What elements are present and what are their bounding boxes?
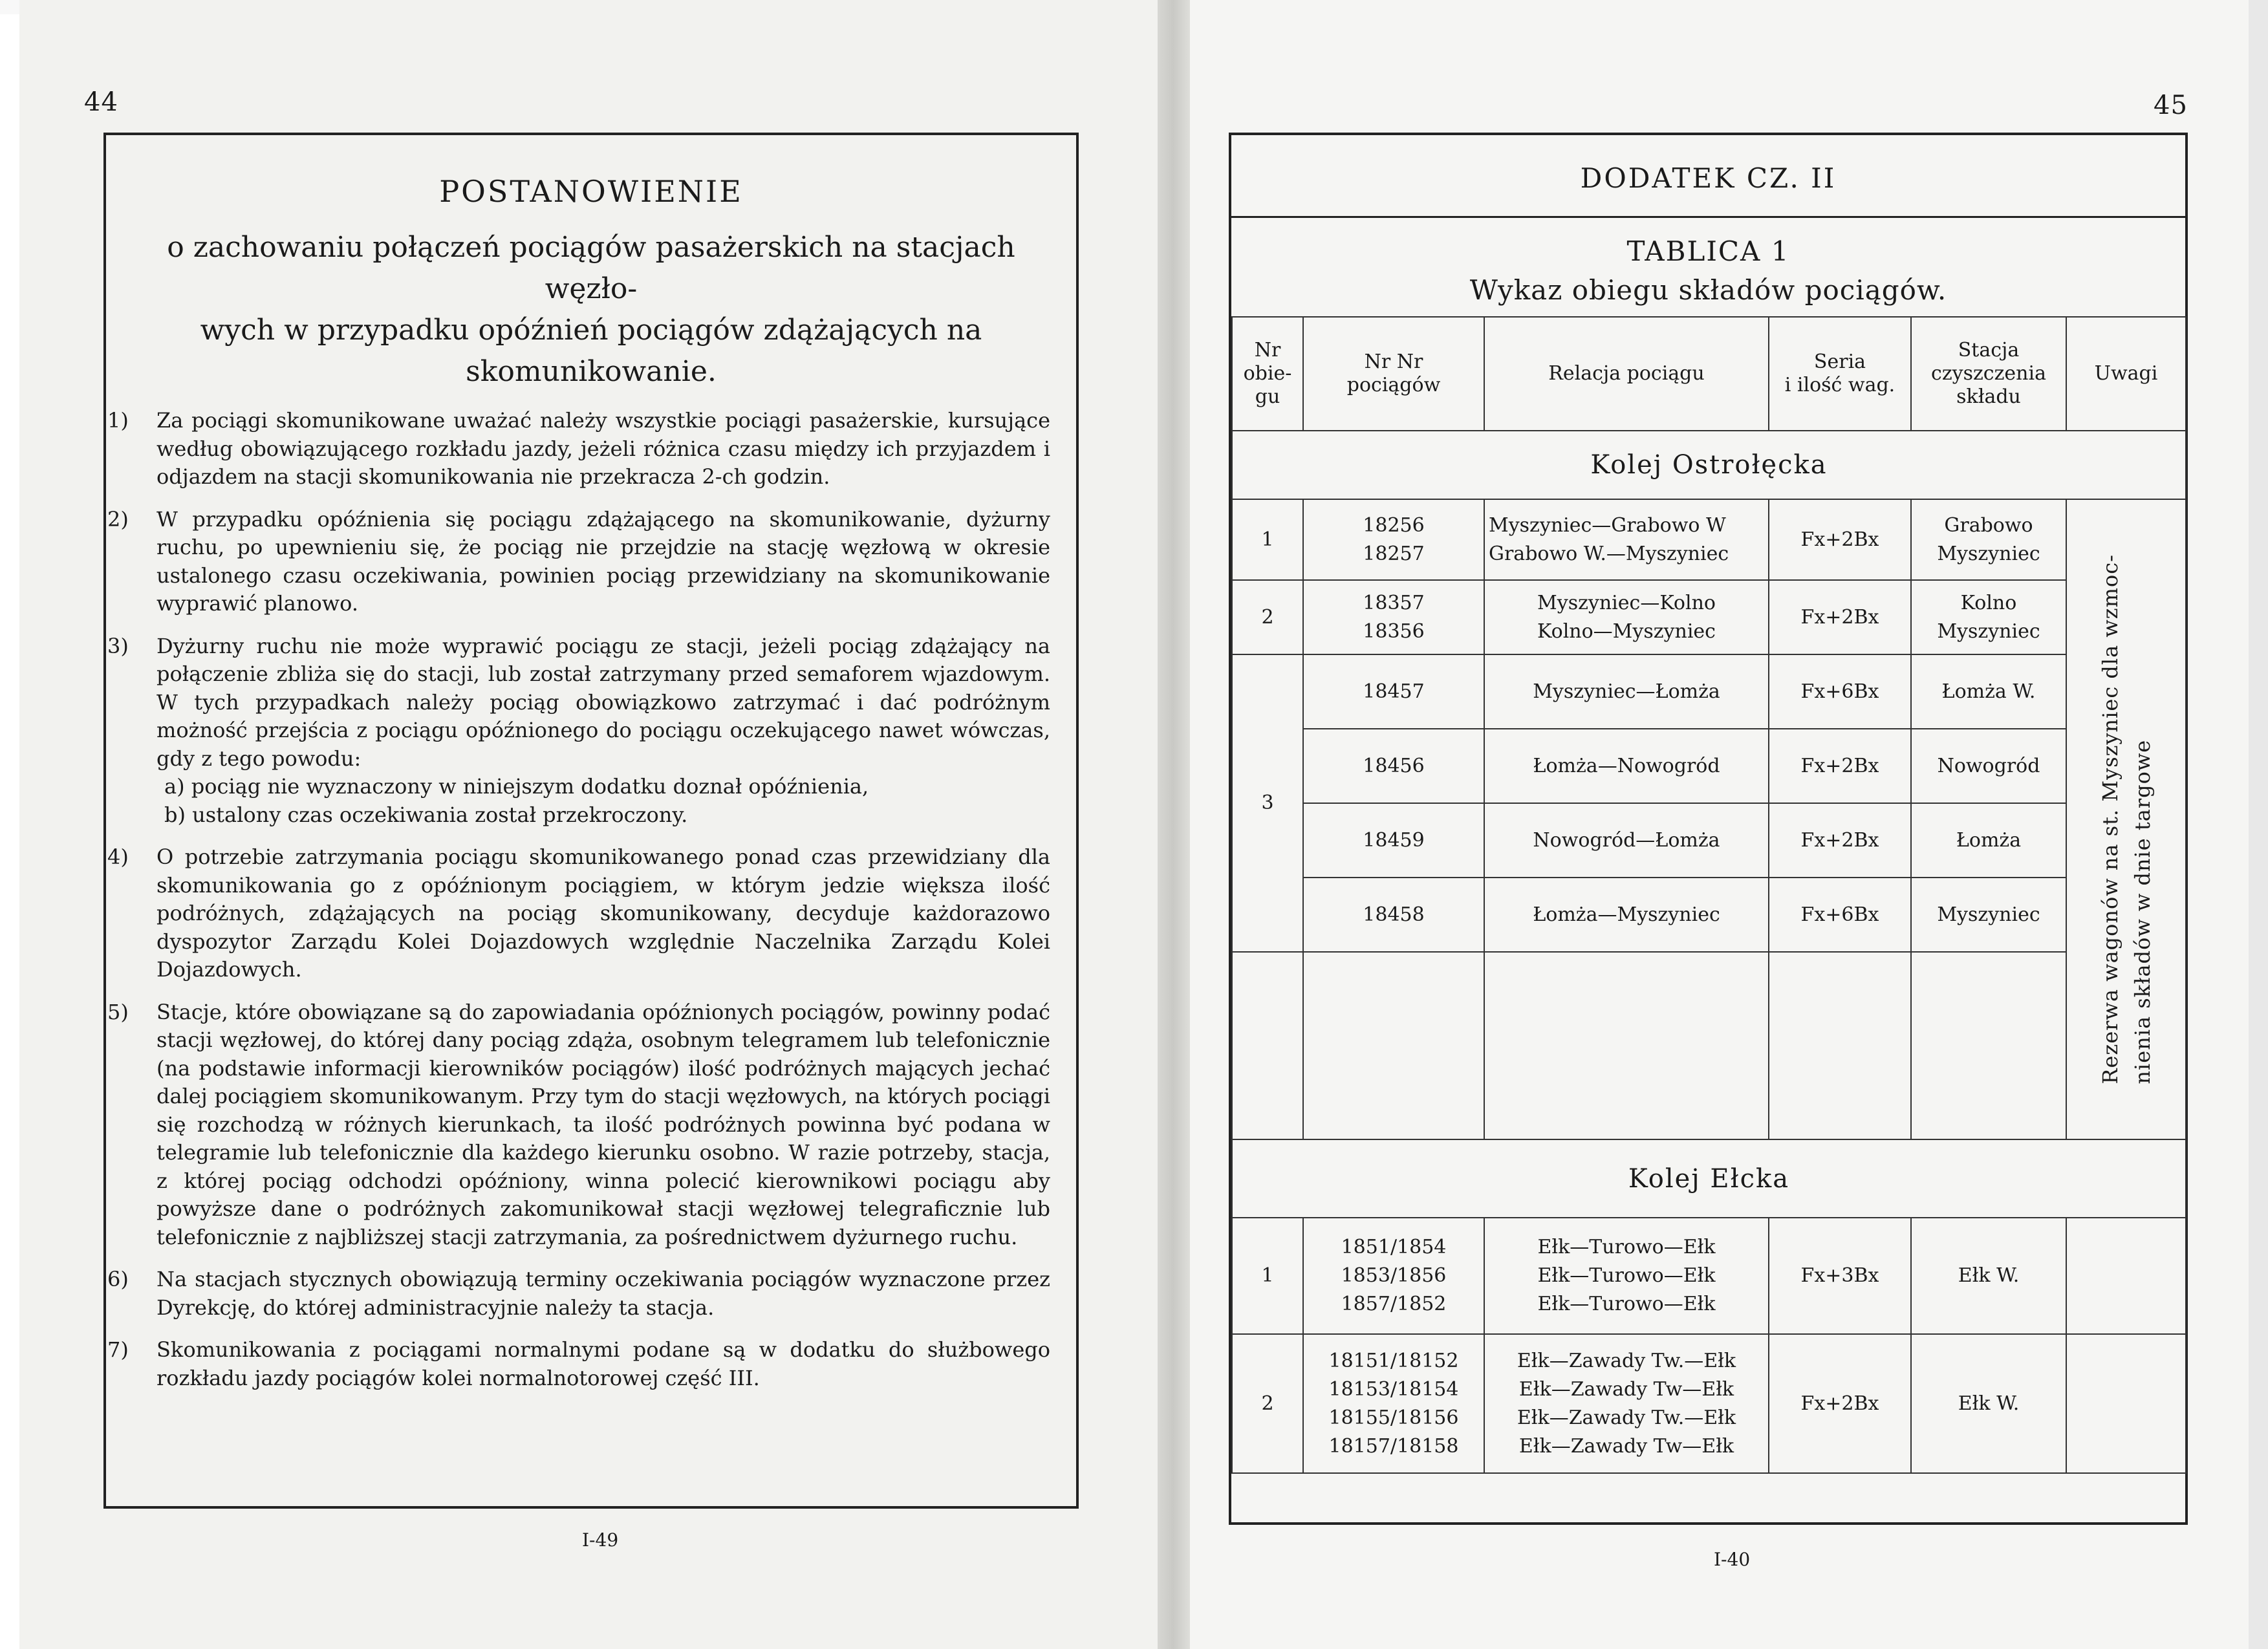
cell-stacja: Łomża xyxy=(1911,803,2066,878)
table-row xyxy=(1232,729,2186,803)
cell-relation: Myszyniec—Łomża xyxy=(1484,654,1769,729)
cell-empty xyxy=(1484,952,1769,1139)
paragraph-number: 4) xyxy=(107,845,129,869)
subtitle-line: skomunikowanie. xyxy=(466,355,717,388)
table-row-empty xyxy=(1232,952,2186,1139)
divider xyxy=(1231,216,2185,218)
header-uwagi: Uwagi xyxy=(2066,317,2186,431)
paragraph-4 xyxy=(107,843,1050,984)
paragraph-7 xyxy=(107,1336,1050,1392)
header-nr-obiegu: Nr obie- gu xyxy=(1232,317,1303,431)
cell-relation: Ełk—Zawady Tw.—Ełk Ełk—Zawady Tw—Ełk Ełk—Zawady Tw.—Ełk Ełk—Zawady Tw—Ełk xyxy=(1484,1334,1769,1473)
cell-seria: Fx+2Bx xyxy=(1769,580,1911,654)
paragraph-5 xyxy=(107,998,1050,1252)
table-row xyxy=(1232,878,2186,952)
decree-content xyxy=(107,171,1050,1392)
decree-title: POSTANOWIENIE xyxy=(439,174,743,209)
table-header-row xyxy=(1232,317,2186,431)
footer-label-left: I-49 xyxy=(582,1529,619,1551)
cell-stacja: Myszyniec xyxy=(1911,878,2066,952)
table-row xyxy=(1232,1218,2186,1334)
paragraph-number: 5) xyxy=(107,999,129,1024)
table-row xyxy=(1232,1334,2186,1473)
paragraph-number: 6) xyxy=(107,1267,129,1291)
cell-trains: 18457 xyxy=(1303,654,1484,729)
cell-trains: 18458 xyxy=(1303,878,1484,952)
cell-relation: Ełk—Turowo—Ełk Ełk—Turowo—Ełk Ełk—Turowo—Ełk xyxy=(1484,1218,1769,1334)
cell-stacja: Ełk W. xyxy=(1911,1218,2066,1334)
paragraph-text: Skomunikowania z pociągami normalnymi podane są w dodatku do służbowego rozkładu jazdy pociągów kolei normalnotorowej część III. xyxy=(157,1337,1050,1390)
header-nr-pociagow: Nr Nr pociągów xyxy=(1303,317,1484,431)
subtitle-line: wych w przypadku opóźnień pociągów zdążających na xyxy=(200,314,982,347)
paragraph-text: Stacje, które obowiązane są do zapowiadania opóźnionych pociągów, powinny podać stacji węzłowej, do której dany pociąg zdąża, osobnym telegramem lub telefonicznie (na podstawie informacji kierowników pociągów) ilość podróżnych mających jechać dalej pociągiem skomunikowanym. Przy tym do stacji węzłowych, na których pociągi się rozchodzą w różnych kierunkach, ta ilość podróżnych powinna być podana w telegramie lub telefonicznie dla każdego kierunku osobno. W razie potrzeby, stacja, z której pociąg odchodzi opóźniony, winna polecić kierownikowi pociągu aby powyższe dane o podróżnych zakomunikował stacji węzłowej telegraficznie lub telefonicznie z najbliższej stacji zatrzymania, za pośrednictwem dyżurnego ruchu. xyxy=(157,999,1050,1249)
cell-empty xyxy=(1911,952,2066,1139)
paragraph-text: O potrzebie zatrzymania pociągu skomunikowanego ponad czas przewidziany dla skomunikowania go z opóźnionym pociągiem, w którym jedzie większa ilość podróżnych, zdążających na pociąg skomunikowany, decyduje każdorazowo dyspozytor Zarządu Kolei Dojazdowych względnie Naczelnika Zarządu Kolei Dojazdowych. xyxy=(157,845,1050,982)
subtitle-line: o zachowaniu połączeń pociągów pasażerskich na stacjach węzło- xyxy=(167,231,1015,305)
section-row-ostroleka xyxy=(1232,431,2186,499)
table-row xyxy=(1232,654,2186,729)
page-number-left: 44 xyxy=(84,87,118,117)
cell-relation: Łomża—Nowogród xyxy=(1484,729,1769,803)
paragraph-text: Dyżurny ruchu nie może wyprawić pociągu ze stacji, jeżeli pociąg zdążający na połączenie zbliża się do stacji, lub został zatrzymany przed semaforem wjazdowym. W tych przypadkach należy pociąg obowiązkowo zatrzymać i dać podróżnym możność przejścia z pociągu opóźnionego do pociągu oczekującego nawet wówczas, gdy z tego powodu: xyxy=(157,633,1050,771)
decree-frame xyxy=(103,133,1079,1509)
cell-seria: Fx+2Bx xyxy=(1769,803,1911,878)
cell-trains: 18456 xyxy=(1303,729,1484,803)
subpoint-b xyxy=(132,801,1050,830)
section-row-elk xyxy=(1232,1139,2186,1218)
cell-obieg: 1 xyxy=(1232,499,1303,580)
paragraph-6 xyxy=(107,1266,1050,1322)
cell-trains: 18459 xyxy=(1303,803,1484,878)
cell-uwagi xyxy=(2066,1218,2186,1334)
paragraph-text: Na stacjach stycznych obowiązują terminy oczekiwania pociągów wyznaczone przez Dyrekcję, do której administracyjnie należy ta stacja. xyxy=(157,1267,1050,1320)
cell-stacja: Ełk W. xyxy=(1911,1334,2066,1473)
cell-trains: 18151/18152 18153/18154 18155/18156 18157/18158 xyxy=(1303,1334,1484,1473)
footer-label-right: I-40 xyxy=(1714,1549,1751,1570)
table-row xyxy=(1232,580,2186,654)
table-row xyxy=(1232,803,2186,878)
cell-obieg: 2 xyxy=(1232,580,1303,654)
header-relacja: Relacja pociągu xyxy=(1484,317,1769,431)
cell-relation: Nowogród—Łomża xyxy=(1484,803,1769,878)
subpoint-a xyxy=(132,773,1050,801)
cell-stacja: Grabowo Myszyniec xyxy=(1911,499,2066,580)
table-subtitle: Wykaz obiegu składów pociągów. xyxy=(1469,274,1947,306)
cell-obieg: 2 xyxy=(1232,1334,1303,1473)
subpoint-label: a) xyxy=(164,774,185,799)
cell-seria: Fx+6Bx xyxy=(1769,878,1911,952)
cell-empty xyxy=(1232,952,1303,1139)
cell-seria: Fx+2Bx xyxy=(1769,729,1911,803)
left-page xyxy=(19,0,1167,1649)
cell-relation: Myszyniec—Kolno Kolno—Myszyniec xyxy=(1484,580,1769,654)
cell-stacja: Łomża W. xyxy=(1911,654,2066,729)
paragraph-number: 3) xyxy=(107,633,129,658)
cell-seria: Fx+2Bx xyxy=(1769,499,1911,580)
paragraph-1 xyxy=(107,407,1050,491)
cell-seria: Fx+6Bx xyxy=(1769,654,1911,729)
section-title: Kolej Ełcka xyxy=(1232,1139,2186,1218)
paragraph-text: W przypadku opóźnienia się pociągu zdążającego na skomunikowanie, dyżurny ruchu, po upewnieniu się, że pociąg nie przejdzie na stację węzłową w okresie ustalonego czasu oczekiwania, powinien pociąg przewidziany na skomunikowanie wyprawić planowo. xyxy=(157,506,1050,616)
table-row xyxy=(1232,499,2186,580)
paragraph-3 xyxy=(107,632,1050,773)
cell-trains: 18357 18356 xyxy=(1303,580,1484,654)
scan-right-edge xyxy=(2249,0,2268,1649)
cell-seria: Fx+2Bx xyxy=(1769,1334,1911,1473)
uwagi-note: Rezerwa wagonów na st. Myszyniec dla wzmoc- nienia składów w dnie targowe xyxy=(2097,554,2155,1084)
header-seria: Seria i ilość wag. xyxy=(1769,317,1911,431)
decree-subtitle xyxy=(132,227,1050,393)
cell-relation: Myszyniec—Grabowo W Grabowo W.—Myszyniec xyxy=(1484,499,1769,580)
paragraph-number: 2) xyxy=(107,506,129,532)
table-frame xyxy=(1229,133,2188,1525)
paragraph-2 xyxy=(107,506,1050,618)
cell-obieg: 3 xyxy=(1232,654,1303,952)
table-title: TABLICA 1 xyxy=(1626,235,1790,267)
cell-empty xyxy=(1769,952,1911,1139)
cell-trains: 1851/1854 1853/1856 1857/1852 xyxy=(1303,1218,1484,1334)
cell-uwagi xyxy=(2066,499,2186,1139)
right-page xyxy=(1190,0,2251,1649)
cell-seria: Fx+3Bx xyxy=(1769,1218,1911,1334)
cell-empty xyxy=(1303,952,1484,1139)
subpoint-label: b) xyxy=(164,802,186,827)
subpoint-text: pociąg nie wyznaczony w niniejszym dodatku doznał opóźnienia, xyxy=(191,774,869,799)
paragraph-number: 7) xyxy=(107,1337,129,1362)
cell-relation: Łomża—Myszyniec xyxy=(1484,878,1769,952)
cell-uwagi xyxy=(2066,1334,2186,1473)
subpoint-text: ustalony czas oczekiwania został przekroczony. xyxy=(192,802,688,827)
paragraph-number: 1) xyxy=(107,408,129,433)
cell-stacja: Nowogród xyxy=(1911,729,2066,803)
paragraph-text: Za pociągi skomunikowane uważać należy wszystkie pociągi pasażerskie, kursujące według obowiązującego rozkładu jazdy, jeżeli różnica czasu między ich przyjazdem i odjazdem na stacji skomunikowania nie przekracza 2-ch godzin. xyxy=(157,408,1050,489)
cell-trains: 18256 18257 xyxy=(1303,499,1484,580)
cell-stacja: Kolno Myszyniec xyxy=(1911,580,2066,654)
page-number-right: 45 xyxy=(2154,91,2188,120)
cell-obieg: 1 xyxy=(1232,1218,1303,1334)
appendix-heading: DODATEK CZ. II xyxy=(1580,162,1837,194)
circulation-table xyxy=(1231,316,2187,1474)
header-stacja: Stacja czyszczenia składu xyxy=(1911,317,2066,431)
section-title: Kolej Ostrołęcka xyxy=(1232,431,2186,499)
